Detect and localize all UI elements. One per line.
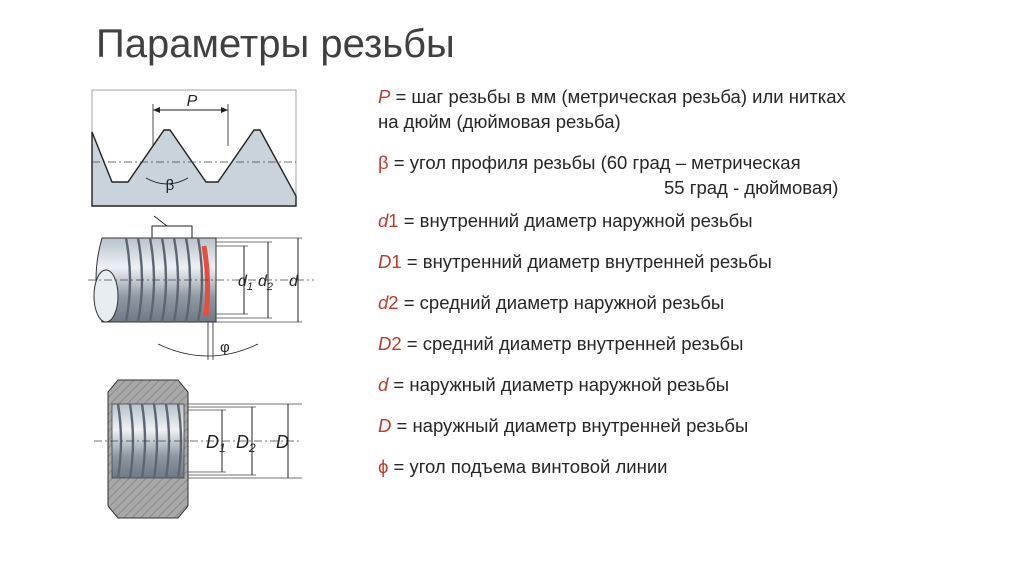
definition-D1: D1 = внутренний диаметр внутренней резьбы xyxy=(378,251,772,272)
thread-diagram xyxy=(88,86,314,520)
definitions-list xyxy=(378,84,998,495)
definition-d: d = наружный диаметр наружной резьбы xyxy=(378,374,730,395)
D2-label: $D_2$ xyxy=(236,432,256,455)
bolt-diagram xyxy=(88,226,314,360)
d2-label: $d_2$ xyxy=(258,273,274,293)
thread-profile-detail xyxy=(92,90,296,236)
D-label: D xyxy=(276,432,289,452)
d-label: d xyxy=(289,273,298,290)
pitch-label: P xyxy=(186,93,198,110)
slide-title: Параметры резьбы xyxy=(96,22,455,66)
definition-D: D = наружный диаметр внутренней резьбы xyxy=(378,415,749,436)
definition-beta: β = угол профиля резьбы (60 град – метрическая 55 град - дюймовая) xyxy=(378,152,839,198)
definition-d2: d2 = средний диаметр наружной резьбы xyxy=(378,292,725,313)
definition-d1: d1 = внутренний диаметр наружной резьбы xyxy=(378,210,753,231)
definition-phi: ϕ = угол подъема винтовой линии xyxy=(378,456,668,477)
definition-pitch: P = шаг резьбы в мм (метрическая резьба) или нитках на дюйм (дюймовая резьба) xyxy=(378,86,846,132)
beta-label: β xyxy=(165,177,175,194)
D1-label: $D_1$ xyxy=(206,432,226,455)
phi-label: φ xyxy=(220,339,230,356)
nut-diagram xyxy=(94,380,302,518)
d1-label: $d_1$ xyxy=(238,273,254,293)
definition-D2: D2 = средний диаметр внутренней резьбы xyxy=(378,333,744,354)
